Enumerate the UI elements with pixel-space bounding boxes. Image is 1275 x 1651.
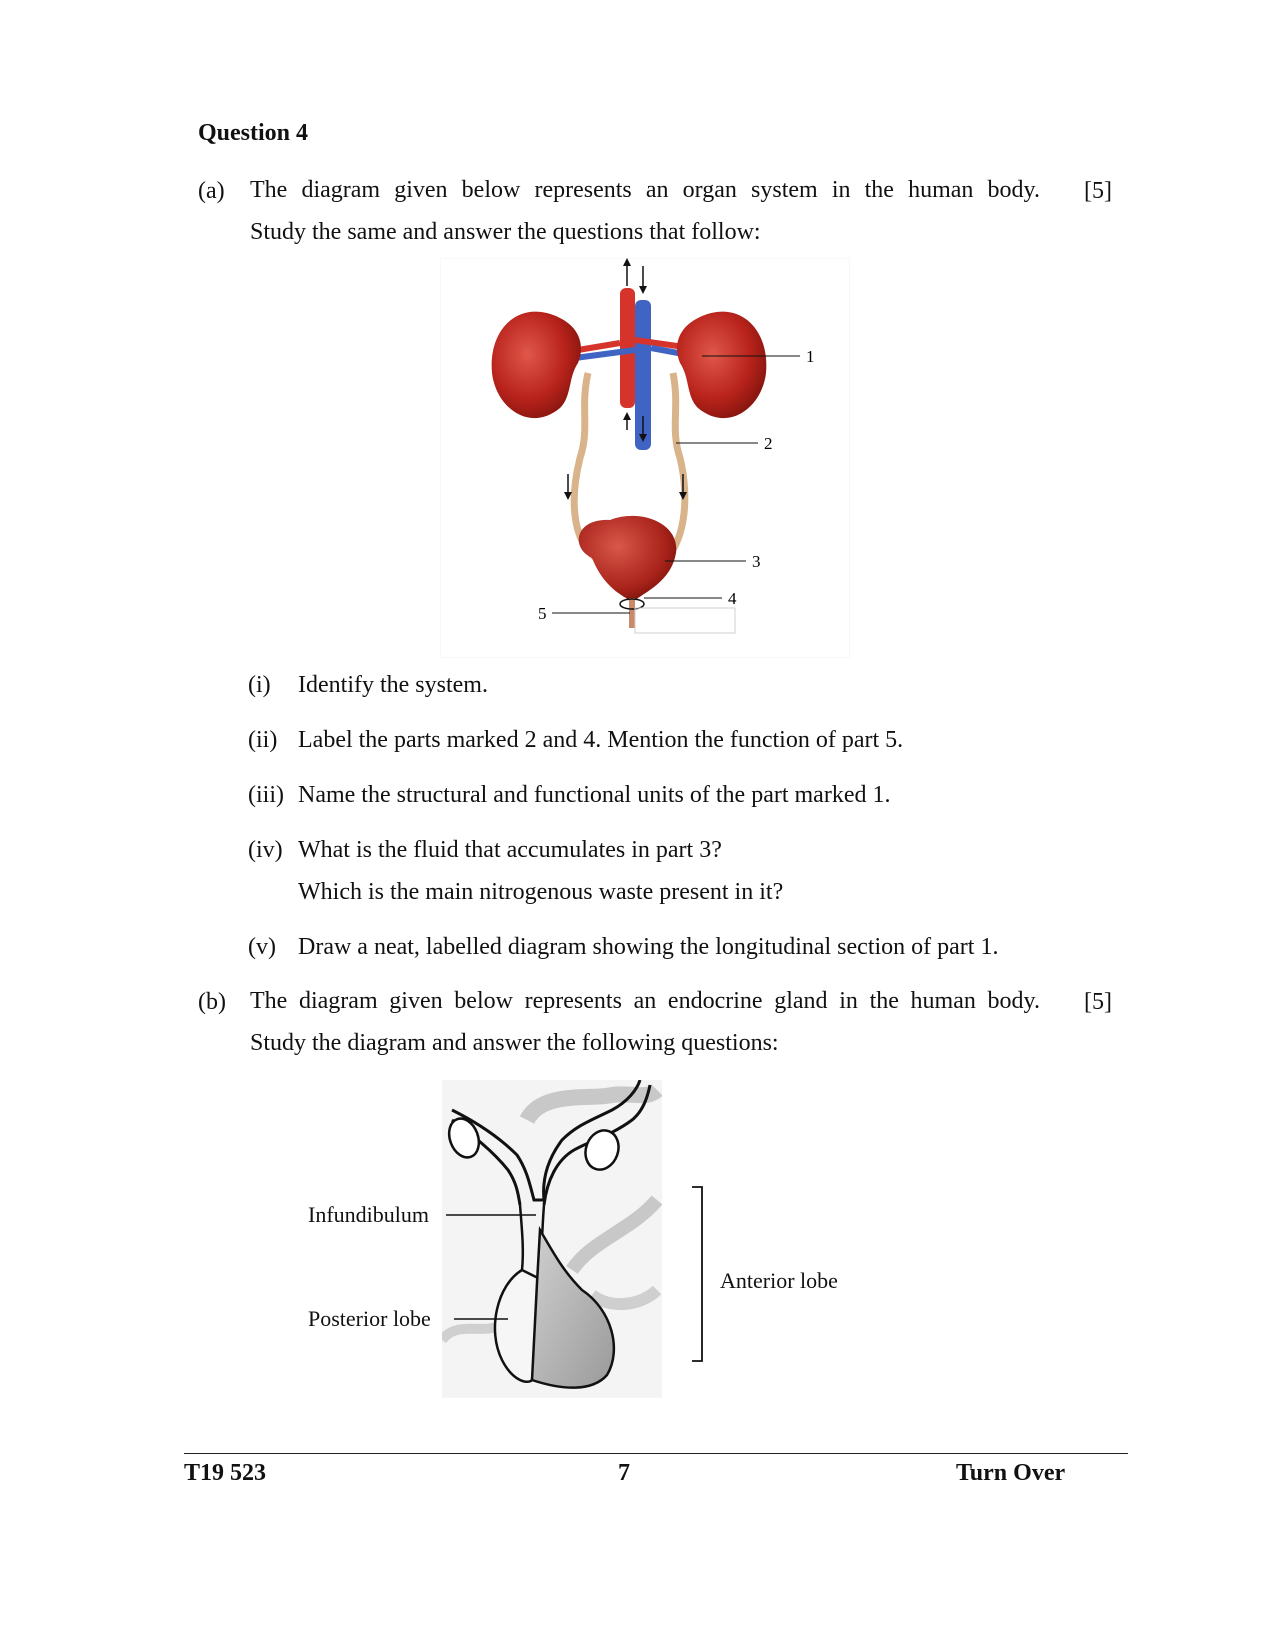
label-1: 1 — [806, 347, 815, 366]
part-a-marks: [5] — [1084, 178, 1112, 204]
urinary-system-diagram — [440, 258, 850, 658]
label-posterior-lobe: Posterior lobe — [308, 1306, 431, 1331]
footer-page-number: 7 — [618, 1460, 630, 1486]
part-b-line1: The diagram given below represents an endocrine gland in the human body. — [250, 988, 1040, 1014]
q-ii-text: Label the parts marked 2 and 4. Mention the function of part 5. — [298, 727, 904, 753]
label-2: 2 — [764, 434, 773, 453]
footer-turn-over: Turn Over — [956, 1460, 1066, 1486]
question-title: Question 4 — [198, 120, 309, 146]
q-iv-text2: Which is the main nitrogenous waste present in it? — [298, 879, 784, 905]
q-iii-num: (iii) — [248, 782, 284, 808]
label-infundibulum: Infundibulum — [308, 1202, 429, 1227]
footer-rule — [184, 1453, 1128, 1454]
q-iii-text: Name the structural and functional units of the part marked 1. — [298, 782, 891, 808]
part-b-marks: [5] — [1084, 989, 1112, 1015]
label-3: 3 — [752, 552, 761, 571]
q-v-num: (v) — [248, 934, 276, 960]
q-v-text: Draw a neat, labelled diagram showing the longitudinal section of part 1. — [298, 934, 999, 960]
label-5: 5 — [538, 604, 547, 623]
part-a-line1: The diagram given below represents an organ system in the human body. — [250, 177, 1040, 203]
anterior-lobe-bracket — [690, 1185, 710, 1365]
q-iv-num: (iv) — [248, 837, 283, 863]
part-a-marker: (a) — [198, 178, 225, 204]
label-anterior-lobe: Anterior lobe — [720, 1268, 838, 1293]
footer-code: T19 523 — [184, 1460, 267, 1486]
q-i-text: Identify the system. — [298, 672, 488, 698]
q-iv-text: What is the fluid that accumulates in part 3? — [298, 837, 722, 863]
label-4: 4 — [728, 589, 737, 608]
part-a-line2: Study the same and answer the questions that follow: — [250, 219, 761, 245]
q-i-num: (i) — [248, 672, 271, 698]
part-b-line2: Study the diagram and answer the following questions: — [250, 1030, 779, 1056]
pituitary-leaders — [436, 1195, 546, 1345]
part-b-marker: (b) — [198, 989, 226, 1015]
q-ii-num: (ii) — [248, 727, 278, 753]
